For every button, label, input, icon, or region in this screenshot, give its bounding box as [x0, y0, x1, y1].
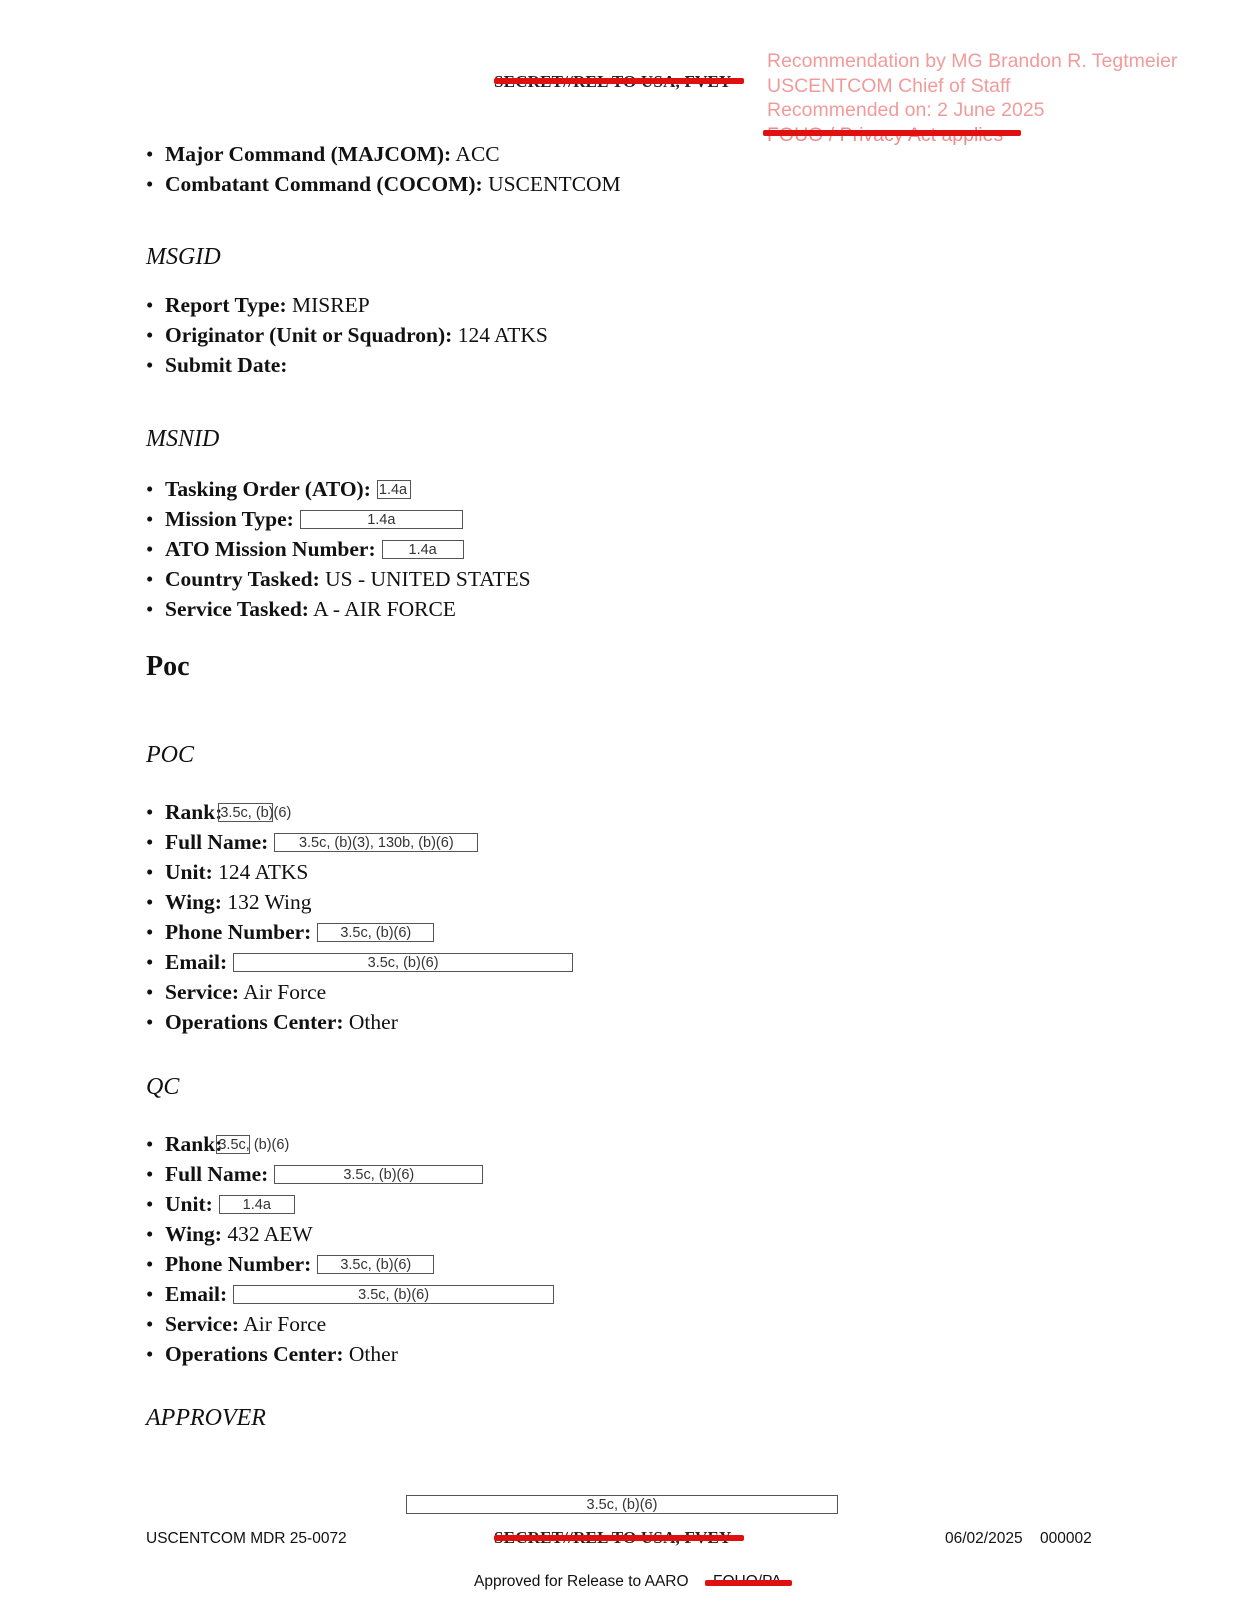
qc-ops-center-value: Other	[348, 1342, 398, 1366]
qc-wing-label: Wing:	[165, 1222, 222, 1246]
approver-redaction-box: 3.5c, (b)(6)	[406, 1495, 838, 1514]
msgid-list	[146, 290, 548, 380]
list-item	[146, 350, 548, 380]
majcom-label: Major Command (MAJCOM):	[165, 142, 452, 166]
poc-heading: Poc	[146, 651, 190, 682]
mission-type-label: Mission Type:	[165, 507, 294, 531]
report-type-label: Report Type:	[165, 293, 287, 317]
poc-ops-center-value: Other	[348, 1010, 398, 1034]
list-item	[146, 320, 548, 350]
stamp-fouo-strike	[763, 130, 1021, 136]
country-tasked-label: Country Tasked:	[165, 567, 320, 591]
list-item	[146, 564, 531, 594]
list-item	[146, 857, 573, 887]
redaction-box: 3.5c, (b)(6)	[233, 953, 573, 972]
poc-phone-label: Phone Number:	[165, 920, 312, 944]
list-item	[146, 474, 531, 504]
ato-mission-number-label: ATO Mission Number:	[165, 537, 376, 561]
list-item	[146, 887, 573, 917]
submit-date-label: Submit Date:	[165, 353, 288, 377]
command-list	[146, 139, 621, 199]
list-item	[146, 1309, 554, 1339]
list-item	[146, 504, 531, 534]
qc-wing-value: 432 AEW	[227, 1222, 313, 1246]
country-tasked-value: US - UNITED STATES	[325, 567, 531, 591]
list-item	[146, 827, 573, 857]
qc-unit-label: Unit:	[165, 1192, 213, 1216]
list-item	[146, 1007, 573, 1037]
redaction-box: 1.4a	[382, 540, 464, 559]
list-item	[146, 534, 531, 564]
poc-service-value: Air Force	[243, 980, 327, 1004]
approver-title: APPROVER	[146, 1405, 266, 1431]
qc-service-value: Air Force	[243, 1312, 327, 1336]
list-item	[146, 1249, 554, 1279]
poc-title: POC	[146, 742, 194, 768]
list-item	[146, 1219, 554, 1249]
footer-doc-id: USCENTCOM MDR 25-0072	[146, 1530, 347, 1547]
poc-rank-label: Rank:	[165, 800, 223, 824]
redaction-box: 3.5c, (b)(6)	[274, 1165, 483, 1184]
poc-list	[146, 797, 573, 1037]
list-item	[146, 139, 621, 169]
service-tasked-value: A - AIR FORCE	[313, 597, 456, 621]
report-type-value: MISREP	[292, 293, 370, 317]
cocom-label: Combatant Command (COCOM):	[165, 172, 483, 196]
redaction-box: 1.4a	[377, 480, 411, 499]
msnid-list	[146, 474, 531, 624]
list-item	[146, 1189, 554, 1219]
footer-classification-strike	[494, 1535, 744, 1541]
redaction-box: 3.5c, (b)(3), 130b, (b)(6)	[274, 833, 478, 852]
list-item	[146, 977, 573, 1007]
qc-phone-label: Phone Number:	[165, 1252, 312, 1276]
poc-unit-value: 124 ATKS	[218, 860, 309, 884]
list-item	[146, 1129, 554, 1159]
redaction-box: 3.5c, (b)(6)	[317, 1255, 434, 1274]
poc-ops-center-label: Operations Center:	[165, 1010, 344, 1034]
redaction-box: 3.5c, (b)(6)	[317, 923, 434, 942]
qc-rank-label: Rank:	[165, 1132, 223, 1156]
list-item	[146, 947, 573, 977]
list-item	[146, 1279, 554, 1309]
majcom-value: ACC	[455, 142, 500, 166]
list-item	[146, 797, 573, 827]
footer-release-text: Approved for Release to AARO	[474, 1573, 689, 1590]
redaction-box: 1.4a	[219, 1195, 295, 1214]
originator-value: 124 ATKS	[457, 323, 548, 347]
list-item	[146, 169, 621, 199]
qc-full-name-label: Full Name:	[165, 1162, 269, 1186]
msnid-title: MSNID	[146, 426, 220, 452]
list-item	[146, 1159, 554, 1189]
service-tasked-label: Service Tasked:	[165, 597, 309, 621]
footer-release-marking-strike	[705, 1580, 792, 1586]
originator-label: Originator (Unit or Squadron):	[165, 323, 453, 347]
redaction-box: 3.5c, (b)(6)	[233, 1285, 554, 1304]
stamp-line-1: Recommendation by MG Brandon R. Tegtmeier	[767, 50, 1178, 72]
stamp-line-2: USCENTCOM Chief of Staff	[767, 74, 1011, 97]
qc-email-label: Email:	[165, 1282, 228, 1306]
qc-title: QC	[146, 1074, 180, 1100]
footer-date: 06/02/2025	[945, 1530, 1023, 1547]
qc-service-label: Service:	[165, 1312, 240, 1336]
stamp-line-3: Recommended on: 2 June 2025	[767, 99, 1045, 121]
list-item	[146, 1339, 554, 1369]
qc-list	[146, 1129, 554, 1369]
list-item	[146, 290, 548, 320]
msgid-title: MSGID	[146, 244, 221, 270]
qc-ops-center-label: Operations Center:	[165, 1342, 344, 1366]
redaction-box: 3.5c, (b)(6)	[218, 1136, 290, 1153]
poc-wing-label: Wing:	[165, 890, 222, 914]
poc-full-name-label: Full Name:	[165, 830, 269, 854]
redaction-box: 1.4a	[300, 510, 463, 529]
poc-unit-label: Unit:	[165, 860, 213, 884]
poc-email-label: Email:	[165, 950, 228, 974]
list-item	[146, 594, 531, 624]
cocom-value: USCENTCOM	[488, 172, 621, 196]
footer-page-number: 000002	[1040, 1530, 1092, 1547]
tasking-order-label: Tasking Order (ATO):	[165, 477, 371, 501]
header-classification-strike	[494, 78, 744, 84]
poc-service-label: Service:	[165, 980, 240, 1004]
redaction-box: 3.5c, (b)(6)	[220, 804, 292, 821]
list-item	[146, 917, 573, 947]
poc-wing-value: 132 Wing	[227, 890, 312, 914]
